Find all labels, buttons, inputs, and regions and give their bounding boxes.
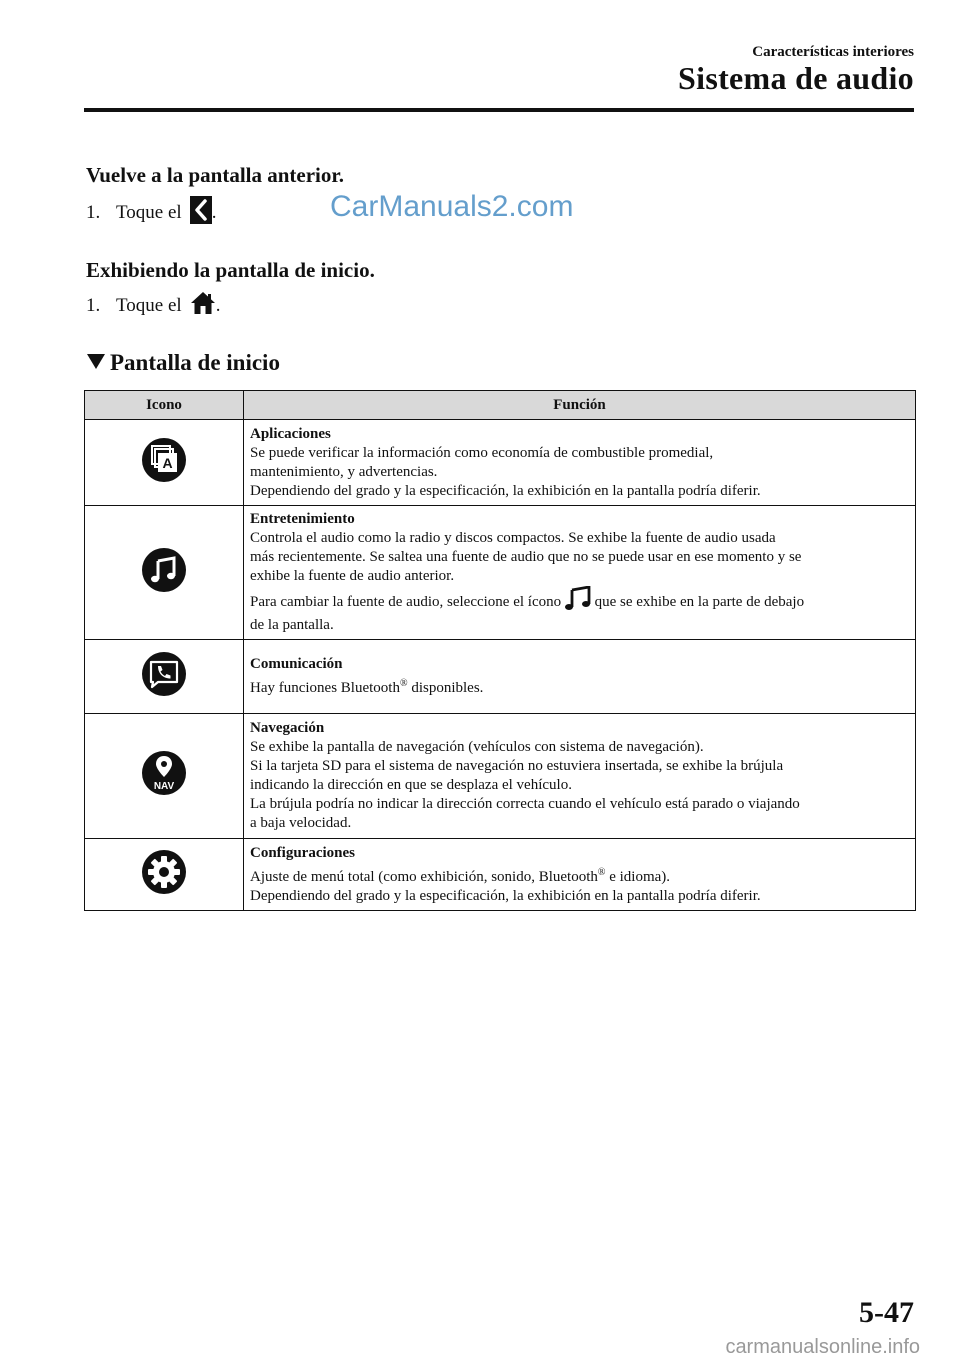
table-row [85, 506, 916, 640]
desc-text: Para cambiar la fuente de audio, seleccione el ícono [250, 594, 562, 610]
applications-icon [141, 454, 187, 487]
function-description [250, 674, 909, 698]
table-row [85, 839, 916, 911]
home-heading: Exhibiendo la pantalla de inicio. [86, 258, 375, 282]
function-cell [244, 714, 916, 839]
home-icon[interactable] [190, 290, 216, 322]
table-row [85, 714, 916, 839]
function-description: Controla el audio como la radio y discos compactos. Se exhibe la fuente de audio usada más recientemente. Se saltea una fuente de audio que no se puede usar en ese momento y se exhibe la fuente de audio anterior. [250, 530, 802, 584]
step-text: Toque el [116, 202, 182, 223]
step-number: 1. [86, 295, 101, 316]
watermark-text: CarManuals2.com [330, 190, 574, 223]
icon-cell [85, 640, 244, 714]
registered-mark: ® [399, 678, 408, 689]
step-end: . [211, 202, 217, 223]
function-description-continued: Dependiendo del grado y la especificación, la exhibición en la pantalla podría diferir. [250, 887, 761, 904]
function-name: Aplicaciones [250, 425, 331, 442]
function-cell [244, 839, 916, 911]
triangle-down-icon [86, 350, 106, 376]
section-title [86, 350, 280, 376]
function-description: Se exhibe la pantalla de navegación (vehículos con sistema de navegación). Si la tarjeta SD para el sistema de navegación no estuviera insertada, se exhibe la brújula indicando la dirección en que se desplaza el vehículo. La brújula podría no indicar la dirección correcta cuando el vehículo está parado o viajando a baja velocidad. [250, 739, 800, 831]
table-row [85, 640, 916, 714]
desc-text: Hay funciones Bluetooth [250, 680, 400, 696]
music-note-icon [141, 581, 187, 597]
step-text: Toque el [116, 295, 182, 316]
desc-text: disponibles. [407, 680, 484, 696]
column-header-function: Función [244, 391, 916, 420]
back-heading: Vuelve a la pantalla anterior. [86, 163, 345, 187]
icon-cell [85, 839, 244, 911]
section-header-title: Sistema de audio [678, 60, 914, 96]
function-cell [244, 640, 916, 714]
icon-cell [85, 506, 244, 640]
registered-mark: ® [597, 866, 606, 878]
home-screen-table [84, 390, 916, 911]
page-number: 5-47 [859, 1296, 914, 1329]
function-description: Se puede verificar la información como economía de combustible promedial, mantenimiento, y advertencias. Dependiendo del grado y la especificación, la exhibición en la pantalla podría diferir. [250, 444, 761, 499]
home-step [86, 290, 220, 322]
desc-text: que se exhibe en la parte de debajo de la pantalla. [250, 594, 805, 633]
phone-chat-icon [141, 685, 187, 701]
desc-text: Ajuste de menú total (como exhibición, sonido, Bluetooth [250, 868, 598, 885]
gear-icon [141, 883, 187, 899]
header-divider [84, 108, 914, 112]
function-name: Comunicación [250, 656, 343, 672]
function-name: Navegación [250, 720, 325, 736]
desc-text: e idioma). [605, 868, 671, 885]
step-end: . [215, 295, 221, 316]
function-cell [244, 420, 916, 506]
music-note-inline-icon [565, 586, 591, 616]
section-title-text: Pantalla de inicio [110, 350, 280, 375]
navigation-icon [141, 781, 187, 800]
function-name: Configuraciones [250, 844, 355, 861]
nav-icon-label: NAV [153, 781, 175, 792]
icon-cell [85, 714, 244, 839]
footer-watermark: carmanualsonline.info [725, 1336, 920, 1358]
function-description [250, 863, 909, 887]
table-header-row [85, 391, 916, 420]
table-row [85, 420, 916, 506]
function-description-continued [250, 586, 909, 635]
svg-text:A: A [162, 454, 173, 471]
function-cell [244, 506, 916, 640]
column-header-icon: Icono [85, 391, 244, 420]
function-name: Entretenimiento [250, 511, 355, 527]
chevron-left-icon[interactable] [190, 196, 212, 230]
step-number: 1. [86, 202, 101, 223]
chapter-title: Características interiores [752, 44, 914, 60]
icon-cell [85, 420, 244, 506]
back-step [86, 196, 216, 230]
